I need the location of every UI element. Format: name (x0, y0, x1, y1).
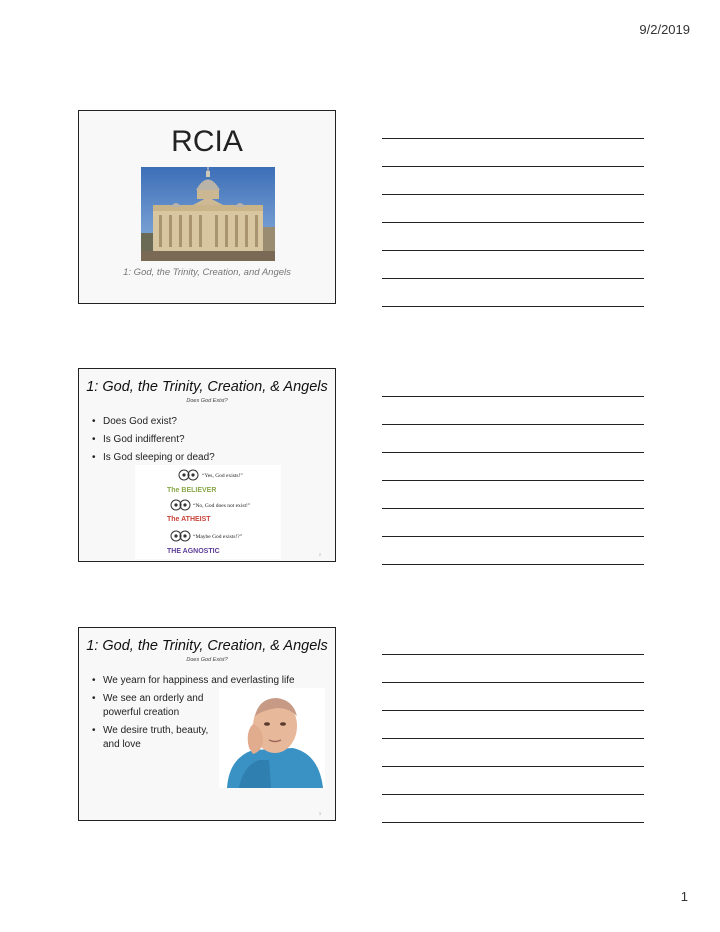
note-line (382, 194, 644, 195)
note-line (382, 738, 644, 739)
note-line (382, 654, 644, 655)
atheist-row (167, 500, 251, 523)
slide-title: RCIA (171, 125, 243, 158)
slide-subtitle: Does God Exist? (186, 398, 228, 404)
note-line (382, 278, 644, 279)
slide-subtitle: Does God Exist? (186, 657, 228, 663)
note-line (382, 166, 644, 167)
bullet-item: • Does God exist? (89, 415, 327, 429)
page-date: 9/2/2019 (639, 22, 690, 37)
note-line (382, 424, 644, 425)
note-line (382, 710, 644, 711)
note-line (382, 682, 644, 683)
believer-quote: “Yes, God exists!” (202, 473, 243, 479)
note-line (382, 250, 644, 251)
agnostic-label: THE AGNOSTIC (167, 548, 220, 555)
atheist-label: The ATHEIST (167, 516, 211, 523)
note-line (382, 452, 644, 453)
thinking-man-photo (219, 688, 325, 788)
note-line (382, 222, 644, 223)
slide-3[interactable] (78, 627, 336, 821)
bullet-item: • Is God sleeping or dead? (89, 451, 327, 465)
basilica-photo (141, 167, 275, 261)
page-number: 1 (680, 889, 688, 904)
slide-number: 2 (318, 552, 321, 557)
slide-subtitle: 1: God, the Trinity, Creation, and Angels (123, 267, 291, 278)
atheist-quote: “No, God does not exist!” (193, 503, 251, 509)
agnostic-row (167, 531, 243, 555)
note-line (382, 138, 644, 139)
note-line (382, 822, 644, 823)
note-line (382, 536, 644, 537)
bullet-item: • We desire truth, beauty, and love (89, 724, 221, 752)
believer-atheist-agnostic-figure (135, 465, 281, 559)
slide-1[interactable] (78, 110, 336, 304)
slide-2[interactable] (78, 368, 336, 562)
note-line (382, 396, 644, 397)
note-line (382, 480, 644, 481)
agnostic-quote: “Maybe God exists!?” (193, 534, 243, 540)
note-line (382, 508, 644, 509)
note-line (382, 766, 644, 767)
note-line (382, 794, 644, 795)
believer-row (167, 470, 243, 494)
bullet-item: • We yearn for happiness and everlasting life (89, 674, 327, 688)
bullet-list (89, 415, 327, 469)
bullet-item: • Is God indifferent? (89, 433, 327, 447)
believer-label: The BELIEVER (167, 487, 217, 494)
slide-title: 1: God, the Trinity, Creation, & Angels (86, 638, 328, 654)
note-line (382, 306, 644, 307)
slide-number: 3 (318, 811, 321, 816)
bullet-item: • We see an orderly and powerful creation (89, 692, 221, 720)
note-line (382, 564, 644, 565)
slide-title: 1: God, the Trinity, Creation, & Angels (86, 379, 328, 395)
